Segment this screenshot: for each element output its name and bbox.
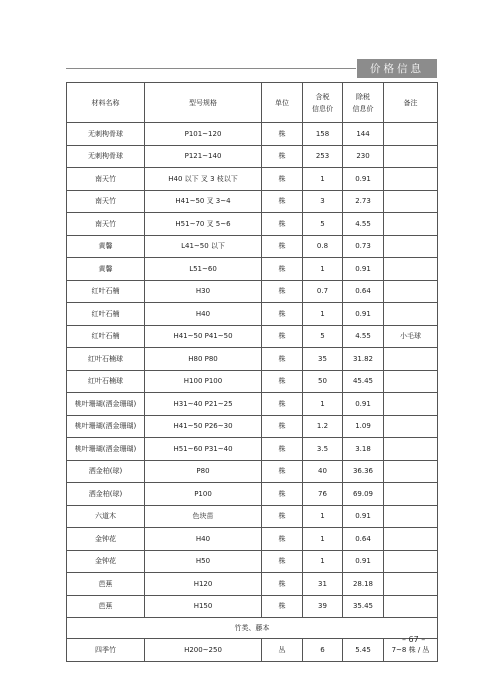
cell-material-name: 无刺枸骨球 — [67, 145, 145, 168]
cell-material-name: 红叶石楠球 — [67, 370, 145, 393]
cell-material-name: 金钟花 — [67, 528, 145, 551]
cell-tax-excluded-price: 45.45 — [343, 370, 384, 393]
cell-remark — [384, 483, 438, 506]
table-row — [67, 460, 438, 483]
table-row — [67, 235, 438, 258]
cell-spec: P101~120 — [145, 123, 262, 146]
cell-tax-excluded-price: 4.55 — [343, 325, 384, 348]
cell-remark — [384, 595, 438, 618]
cell-tax-included-price: 40 — [303, 460, 343, 483]
table-row — [67, 303, 438, 326]
cell-remark — [384, 505, 438, 528]
header-tax-excluded-line2: 信息价 — [352, 104, 374, 113]
cell-unit: 株 — [262, 370, 303, 393]
cell-tax-excluded-price: 0.64 — [343, 528, 384, 551]
cell-spec: 色块苗 — [145, 505, 262, 528]
header-tax-included-line1: 含税 — [315, 92, 330, 101]
price-table — [66, 82, 438, 662]
cell-tax-excluded-price: 69.09 — [343, 483, 384, 506]
cell-remark — [384, 393, 438, 416]
cell-spec: H41~50 叉 3~4 — [145, 190, 262, 213]
cell-material-name: 红叶石楠 — [67, 303, 145, 326]
cell-tax-excluded-price: 35.45 — [343, 595, 384, 618]
cell-tax-excluded-price: 0.64 — [343, 280, 384, 303]
cell-remark — [384, 258, 438, 281]
cell-spec: H51~60 P31~40 — [145, 438, 262, 461]
cell-spec: H100 P100 — [145, 370, 262, 393]
header-material-name: 材料名称 — [67, 83, 145, 123]
cell-tax-excluded-price: 3.18 — [343, 438, 384, 461]
table-row — [67, 370, 438, 393]
cell-spec: H41~50 P26~30 — [145, 415, 262, 438]
table-row — [67, 145, 438, 168]
cell-unit: 株 — [262, 460, 303, 483]
cell-material-name: 洒金柏(球) — [67, 460, 145, 483]
cell-tax-included-price: 76 — [303, 483, 343, 506]
cell-unit: 株 — [262, 145, 303, 168]
table-row — [67, 483, 438, 506]
cell-material-name: 六道木 — [67, 505, 145, 528]
cell-remark — [384, 415, 438, 438]
cell-material-name: 红叶石楠 — [67, 325, 145, 348]
cell-tax-included-price: 31 — [303, 573, 343, 596]
cell-unit: 株 — [262, 438, 303, 461]
cell-unit: 株 — [262, 258, 303, 281]
cell-material-name: 南天竹 — [67, 213, 145, 236]
cell-tax-included-price: 39 — [303, 595, 343, 618]
cell-tax-included-price: 1 — [303, 528, 343, 551]
cell-tax-excluded-price: 0.91 — [343, 505, 384, 528]
cell-remark — [384, 303, 438, 326]
cell-tax-excluded-price: 4.55 — [343, 213, 384, 236]
table-row — [67, 123, 438, 146]
cell-tax-excluded-price: 0.91 — [343, 168, 384, 191]
cell-material-name: 桃叶珊瑚(洒金珊瑚) — [67, 415, 145, 438]
section-title: 竹类、藤本 — [67, 618, 438, 639]
cell-material-name: 黄馨 — [67, 258, 145, 281]
table-row — [67, 325, 438, 348]
cell-tax-included-price: 158 — [303, 123, 343, 146]
cell-material-name: 四季竹 — [67, 639, 145, 662]
cell-unit: 株 — [262, 595, 303, 618]
cell-material-name: 芭蕉 — [67, 595, 145, 618]
cell-unit: 株 — [262, 415, 303, 438]
cell-tax-included-price: 5 — [303, 213, 343, 236]
table-row — [67, 550, 438, 573]
header-tax-excluded-price — [343, 83, 384, 123]
table-row — [67, 415, 438, 438]
cell-tax-excluded-price: 144 — [343, 123, 384, 146]
cell-tax-included-price: 5 — [303, 325, 343, 348]
cell-unit: 株 — [262, 168, 303, 191]
cell-tax-excluded-price: 0.73 — [343, 235, 384, 258]
cell-spec: H51~70 叉 5~6 — [145, 213, 262, 236]
cell-material-name: 金钟花 — [67, 550, 145, 573]
cell-material-name: 桃叶珊瑚(洒金珊瑚) — [67, 438, 145, 461]
cell-tax-excluded-price: 36.36 — [343, 460, 384, 483]
cell-unit: 株 — [262, 280, 303, 303]
cell-tax-included-price: 0.7 — [303, 280, 343, 303]
cell-unit: 丛 — [262, 639, 303, 662]
cell-tax-included-price: 3.5 — [303, 438, 343, 461]
header-tax-included-line2: 信息价 — [312, 104, 333, 113]
cell-tax-included-price: 1 — [303, 505, 343, 528]
cell-remark — [384, 550, 438, 573]
cell-unit: 株 — [262, 528, 303, 551]
cell-material-name: 红叶石楠 — [67, 280, 145, 303]
cell-tax-included-price: 35 — [303, 348, 343, 371]
cell-spec: H40 以下 叉 3 枝以下 — [145, 168, 262, 191]
cell-tax-excluded-price: 5.45 — [343, 639, 384, 662]
cell-unit: 株 — [262, 303, 303, 326]
cell-tax-included-price: 50 — [303, 370, 343, 393]
cell-tax-excluded-price: 1.09 — [343, 415, 384, 438]
cell-unit: 株 — [262, 573, 303, 596]
cell-tax-excluded-price: 230 — [343, 145, 384, 168]
cell-tax-excluded-price: 28.18 — [343, 573, 384, 596]
table-header-row — [67, 83, 438, 123]
cell-unit: 株 — [262, 325, 303, 348]
cell-spec: H200~250 — [145, 639, 262, 662]
cell-remark — [384, 573, 438, 596]
cell-material-name: 无刺枸骨球 — [67, 123, 145, 146]
cell-spec: H150 — [145, 595, 262, 618]
cell-tax-included-price: 0.8 — [303, 235, 343, 258]
cell-remark — [384, 190, 438, 213]
table-row — [67, 168, 438, 191]
header-spec: 型号规格 — [145, 83, 262, 123]
table-body — [67, 123, 438, 662]
cell-tax-excluded-price: 0.91 — [343, 303, 384, 326]
cell-unit: 株 — [262, 190, 303, 213]
table-row — [67, 528, 438, 551]
cell-tax-excluded-price: 0.91 — [343, 393, 384, 416]
cell-material-name: 桃叶珊瑚(洒金珊瑚) — [67, 393, 145, 416]
cell-spec: H40 — [145, 528, 262, 551]
cell-remark: 7~8 株 / 丛 — [384, 639, 438, 662]
page-number: – 67 – — [402, 635, 426, 644]
cell-remark — [384, 348, 438, 371]
section-header-tab: 价格信息 — [357, 59, 437, 78]
cell-tax-included-price: 1 — [303, 550, 343, 573]
cell-material-name: 南天竹 — [67, 168, 145, 191]
cell-tax-excluded-price: 0.91 — [343, 258, 384, 281]
cell-spec: H31~40 P21~25 — [145, 393, 262, 416]
cell-remark — [384, 213, 438, 236]
cell-tax-included-price: 1.2 — [303, 415, 343, 438]
table-row — [67, 213, 438, 236]
cell-tax-included-price: 1 — [303, 168, 343, 191]
cell-spec: P121~140 — [145, 145, 262, 168]
cell-remark — [384, 235, 438, 258]
table-row — [67, 348, 438, 371]
cell-tax-included-price: 253 — [303, 145, 343, 168]
header-tax-excluded-line1: 除税 — [356, 92, 370, 101]
table-row — [67, 595, 438, 618]
cell-tax-included-price: 6 — [303, 639, 343, 662]
cell-remark — [384, 438, 438, 461]
table-row — [67, 280, 438, 303]
cell-spec: L41~50 以下 — [145, 235, 262, 258]
cell-unit: 株 — [262, 235, 303, 258]
cell-spec: H41~50 P41~50 — [145, 325, 262, 348]
cell-spec: H50 — [145, 550, 262, 573]
table-row — [67, 438, 438, 461]
cell-spec: H30 — [145, 280, 262, 303]
cell-unit: 株 — [262, 393, 303, 416]
table-row — [67, 505, 438, 528]
cell-material-name: 黄馨 — [67, 235, 145, 258]
cell-spec: H40 — [145, 303, 262, 326]
cell-spec: L51~60 — [145, 258, 262, 281]
cell-tax-included-price: 1 — [303, 303, 343, 326]
table-row — [67, 639, 438, 662]
cell-unit: 株 — [262, 348, 303, 371]
table-row — [67, 393, 438, 416]
cell-material-name: 红叶石楠球 — [67, 348, 145, 371]
cell-remark — [384, 460, 438, 483]
cell-tax-included-price: 1 — [303, 393, 343, 416]
header-rule — [66, 68, 356, 69]
cell-remark — [384, 168, 438, 191]
cell-material-name: 洒金柏(球) — [67, 483, 145, 506]
cell-spec: H120 — [145, 573, 262, 596]
cell-unit: 株 — [262, 483, 303, 506]
cell-tax-included-price: 3 — [303, 190, 343, 213]
cell-unit: 株 — [262, 550, 303, 573]
cell-tax-excluded-price: 2.73 — [343, 190, 384, 213]
cell-remark: 小毛球 — [384, 325, 438, 348]
cell-remark — [384, 145, 438, 168]
cell-material-name: 芭蕉 — [67, 573, 145, 596]
cell-remark — [384, 528, 438, 551]
cell-material-name: 南天竹 — [67, 190, 145, 213]
table-row — [67, 190, 438, 213]
section-row — [67, 618, 438, 639]
header-tax-included-price — [303, 83, 343, 123]
header-remark: 备注 — [384, 83, 438, 123]
header-unit: 单位 — [262, 83, 303, 123]
cell-remark — [384, 370, 438, 393]
cell-tax-excluded-price: 0.91 — [343, 550, 384, 573]
table-row — [67, 258, 438, 281]
cell-spec: P100 — [145, 483, 262, 506]
cell-tax-excluded-price: 31.82 — [343, 348, 384, 371]
cell-unit: 株 — [262, 213, 303, 236]
cell-remark — [384, 280, 438, 303]
cell-tax-included-price: 1 — [303, 258, 343, 281]
table-row — [67, 573, 438, 596]
cell-spec: H80 P80 — [145, 348, 262, 371]
cell-remark — [384, 123, 438, 146]
cell-unit: 株 — [262, 505, 303, 528]
cell-unit: 株 — [262, 123, 303, 146]
cell-spec: P80 — [145, 460, 262, 483]
